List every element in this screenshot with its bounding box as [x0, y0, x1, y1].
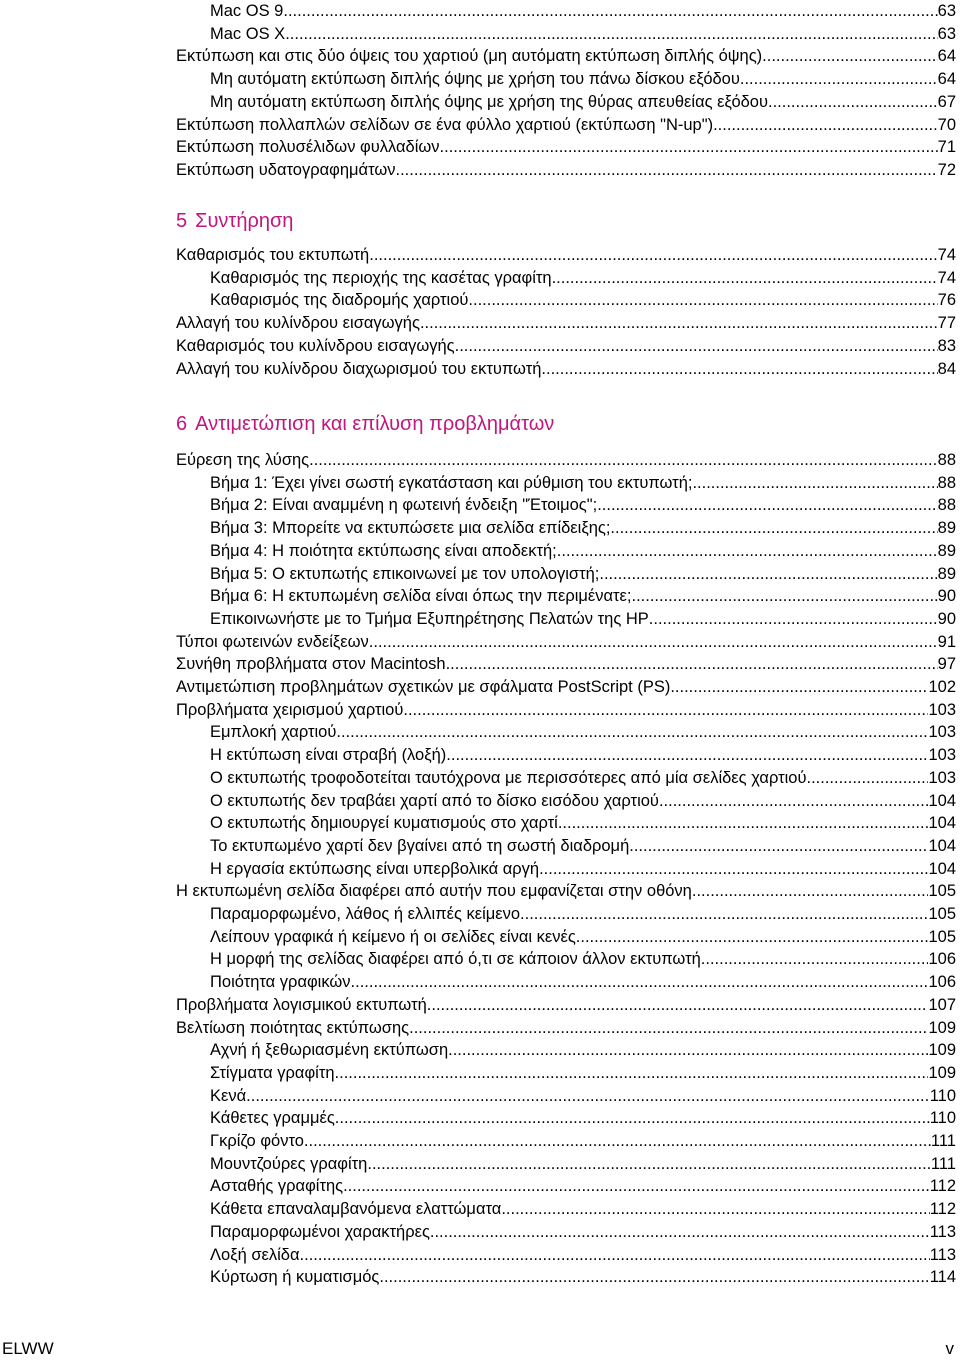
toc-entry[interactable] [210, 1062, 956, 1084]
toc-entry-title: Βελτίωση ποιότητας εκτύπωσης [176, 1018, 410, 1037]
chapter-title: Συντήρηση [195, 210, 294, 232]
toc-entry-page: 89 [937, 519, 956, 538]
toc-entry-page: 107 [928, 995, 956, 1014]
chapter-number: 6 [176, 413, 188, 435]
toc-entry[interactable] [176, 994, 956, 1016]
toc-entry-title: Κάθετα επαναλαμβανόμενα ελαττώματα [210, 1200, 502, 1219]
dot-leader [692, 880, 929, 902]
dot-leader [304, 1130, 931, 1152]
toc-entry[interactable] [210, 585, 956, 607]
dot-leader [670, 676, 928, 698]
toc-entry-page: 91 [937, 632, 956, 651]
toc-entry[interactable] [210, 1085, 956, 1107]
dot-leader [335, 1062, 929, 1084]
toc-entry[interactable] [210, 767, 956, 789]
toc-entry-title: Βήμα 5: Ο εκτυπωτής επικοινωνεί με τον υπολογιστή; [210, 564, 600, 583]
dot-leader [448, 1039, 928, 1061]
toc-entry-page: 109 [928, 1018, 956, 1037]
toc-entry-title: Ασταθής γραφίτης [210, 1177, 344, 1196]
dot-leader [335, 1107, 930, 1129]
toc-entry-page: 112 [929, 1200, 956, 1219]
toc-entry[interactable] [176, 699, 956, 721]
dot-leader [430, 1221, 930, 1243]
toc-entry-title: Συνήθη προβλήματα στον Macintosh [176, 655, 446, 674]
chapter-heading-6 [176, 411, 956, 437]
toc-entry-title: Αλλαγή του κυλίνδρου διαχωρισμού του εκτυπωτή [176, 359, 542, 378]
toc-entry-page: 103 [928, 700, 956, 719]
toc-entry-page: 71 [937, 138, 956, 157]
toc-entry[interactable] [210, 494, 956, 516]
toc-entry-title: Η εργασία εκτύπωσης είναι υπερβολικά αργή [210, 859, 540, 878]
toc-entry[interactable] [210, 721, 956, 743]
dot-leader [369, 631, 938, 653]
toc-entry-page: 64 [937, 47, 956, 66]
toc-entry-page: 105 [928, 927, 956, 946]
toc-entry-page: 109 [928, 1063, 956, 1082]
toc-entry-page: 90 [937, 609, 956, 628]
toc-entry-title: Βήμα 6: Η εκτυπωμένη σελίδα είναι όπως την περιμένατε; [210, 587, 632, 606]
toc-entry-page: 88 [937, 496, 956, 515]
dot-leader [705, 948, 928, 970]
toc-entry-title: Η εκτυπωμένη σελίδα διαφέρει από αυτήν που εμφανίζεται στην οθόνη [176, 882, 692, 901]
toc-entry-page: 105 [928, 882, 956, 901]
dot-leader [599, 563, 937, 585]
toc-entry-title: Εκτύπωση πολλαπλών σελίδων σε ένα φύλλο χαρτιού (εκτύπωση "N-up") [176, 115, 714, 134]
toc-entry-page: 84 [937, 359, 956, 378]
toc-entry-page: 83 [937, 336, 956, 355]
toc-entry-page: 104 [928, 814, 956, 833]
dot-leader [807, 767, 929, 789]
toc-entry-title: Αντιμετώπιση προβλημάτων σχετικών με σφάλματα PostScript (PS) [176, 678, 671, 696]
dot-leader [597, 494, 937, 516]
toc-entry-title: Βήμα 3: Μπορείτε να εκτυπώσετε μια σελίδα επίδειξης; [210, 519, 611, 538]
dot-leader [713, 114, 938, 136]
toc-entry[interactable] [176, 1017, 956, 1039]
toc-entry[interactable] [176, 449, 956, 471]
toc-entry-title: Εκτύπωση και στις δύο όψεις του χαρτιού (μη αυτόματη εκτύπωση διπλής όψης) [176, 47, 763, 66]
dot-leader [740, 68, 938, 90]
toc-entry-title: Παραμορφωμένοι χαρακτήρες [210, 1222, 430, 1241]
toc-entry[interactable] [176, 676, 956, 698]
toc-entry-title: Αχνή ή ξεθωριασμένη εκτύπωση [210, 1041, 449, 1060]
toc-entry[interactable] [210, 1175, 956, 1197]
toc-entry-title: Εύρεση της λύσης [176, 451, 310, 469]
toc-entry[interactable] [176, 114, 956, 136]
dot-leader [557, 540, 938, 562]
toc-entry-page: 111 [930, 1154, 956, 1173]
toc-entry-title: Ο εκτυπωτής τροφοδοτείται ταυτόχρονα με περισσότερες από μία σελίδες χαρτιού [210, 768, 807, 787]
toc-entry-page: 74 [937, 246, 956, 264]
dot-leader [541, 358, 937, 380]
dot-leader [501, 1198, 929, 1220]
chapter-number: 5 [176, 210, 188, 232]
dot-leader [427, 994, 929, 1016]
dot-leader [455, 335, 938, 357]
toc-entry-title: Μη αυτόματη εκτύπωση διπλής όψης με χρήση της θύρας απευθείας εξόδου [210, 92, 769, 111]
dot-leader [351, 971, 929, 993]
dot-leader [631, 585, 937, 607]
toc-entry[interactable] [210, 858, 956, 880]
toc-entry-page: 104 [928, 791, 956, 810]
toc-entry[interactable] [210, 91, 956, 113]
dot-leader [440, 136, 938, 158]
toc-entry-title: Επικοινωνήστε με το Τμήμα Εξυπηρέτησης Πελατών της HP [210, 609, 649, 628]
toc-entry-page: 76 [937, 291, 956, 310]
toc-entry-title: Mac OS 9 [210, 2, 284, 20]
toc-entry[interactable] [176, 244, 956, 266]
toc-entry-page: 77 [937, 314, 956, 333]
toc-entry-page: 97 [937, 655, 956, 674]
toc-entry-title: Βήμα 1: Έχει γίνει σωστή εγκατάσταση και ρύθμιση του εκτυπωτή; [210, 473, 693, 492]
dot-leader [446, 744, 928, 766]
toc-entry-page: 106 [928, 950, 956, 969]
dot-leader [580, 926, 928, 948]
toc-entry-page: 88 [937, 473, 956, 492]
toc-entry-page: 105 [928, 905, 956, 923]
toc-entry[interactable] [210, 68, 956, 90]
toc-entry-title: Το εκτυπωμένο χαρτί δεν βγαίνει από τη σωστή διαδρομή [210, 836, 630, 855]
toc-entry-page: 67 [937, 92, 956, 111]
toc-entry-page: 106 [928, 973, 956, 992]
toc-entry[interactable] [210, 812, 956, 834]
dot-leader [629, 835, 928, 857]
toc-entry-title: Τύποι φωτεινών ενδείξεων [176, 632, 369, 651]
toc-entry-title: Γκρίζο φόντο [210, 1132, 304, 1150]
dot-leader [558, 812, 929, 834]
toc-entry[interactable] [176, 631, 956, 653]
page-number: v [945, 1339, 954, 1358]
toc-entry-page: 103 [928, 768, 956, 787]
dot-leader [446, 653, 938, 675]
dot-leader [539, 858, 928, 880]
dot-leader [396, 159, 938, 181]
toc-entry-page: 89 [937, 541, 956, 560]
toc-entry-title: Κύρτωση ή κυματισμός [210, 1268, 380, 1287]
toc-entry[interactable] [210, 1244, 956, 1266]
chapter-heading-5 [176, 208, 956, 234]
dot-leader [403, 699, 928, 721]
toc-entry-title: Καθαρισμός του κυλίνδρου εισαγωγής [176, 336, 455, 355]
dot-leader [300, 1244, 930, 1266]
toc-entry[interactable] [210, 563, 956, 585]
toc-entry-title: Κενά [210, 1086, 247, 1105]
toc-entry-title: Καθαρισμός της περιοχής της κασέτας γραφίτη [210, 268, 552, 287]
dot-leader [659, 790, 929, 812]
toc-entry-title: Βήμα 2: Είναι αναμμένη η φωτεινή ένδειξη "Έτοιμος"; [210, 496, 598, 515]
toc-entry[interactable] [210, 517, 956, 539]
dot-leader [420, 312, 938, 334]
footer-label: ELWW [2, 1339, 54, 1358]
toc-entry[interactable] [210, 1153, 956, 1175]
toc-entry[interactable] [210, 903, 956, 925]
toc-entry-title: Μη αυτόματη εκτύπωση διπλής όψης με χρήση του πάνω δίσκου εξόδου [210, 70, 740, 89]
dot-leader [285, 23, 937, 45]
toc-entry-page: 74 [937, 268, 956, 287]
dot-leader [520, 903, 928, 925]
toc-entry-title: Εκτύπωση πολυσέλιδων φυλλαδίων [176, 138, 440, 157]
toc-entry-page: 110 [929, 1109, 956, 1128]
toc-entry[interactable] [176, 335, 956, 357]
toc-entry-page: 103 [928, 723, 956, 742]
dot-leader [649, 608, 938, 630]
toc-entry[interactable] [210, 948, 956, 970]
toc-entry[interactable] [210, 608, 956, 630]
toc-entry[interactable] [210, 1107, 956, 1129]
toc-entry-page: 70 [937, 115, 956, 134]
toc-entry-title: Λείπουν γραφικά ή κείμενο ή οι σελίδες είναι κενές. [210, 927, 581, 946]
toc-entry[interactable] [210, 790, 956, 812]
toc-entry[interactable] [210, 0, 956, 22]
toc-entry-page: 88 [937, 451, 956, 469]
dot-leader [283, 0, 937, 22]
dot-leader [552, 267, 938, 289]
toc-entry-page: 63 [937, 24, 956, 43]
dot-leader [692, 472, 937, 494]
toc-entry-title: Εκτύπωση υδατογραφημάτων [176, 160, 396, 179]
toc-entry-title: Προβλήματα χειρισμού χαρτιού [176, 700, 404, 719]
toc-entry-title: Προβλήματα λογισμικού εκτυπωτή [176, 995, 427, 1014]
toc-entry-page: 113 [929, 1245, 956, 1264]
toc-entry-title: Καθαρισμός της διαδρομής χαρτιού [210, 291, 469, 310]
toc-entry-page: 111 [930, 1132, 956, 1150]
toc-entry-title: Mac OS X [210, 24, 286, 43]
toc-entry[interactable] [176, 358, 956, 380]
dot-leader [369, 244, 937, 266]
toc-entry-title: Ο εκτυπωτής δεν τραβάει χαρτί από το δίσκο εισόδου χαρτιού [210, 791, 659, 810]
toc-entry-title: Μουντζούρες γραφίτη [210, 1154, 368, 1173]
toc-entry[interactable] [176, 312, 956, 334]
chapter-title: Αντιμετώπιση και επίλυση προβλημάτων [195, 413, 555, 435]
dot-leader [367, 1153, 931, 1175]
toc-entry[interactable] [210, 926, 956, 948]
toc-entry[interactable] [210, 835, 956, 857]
toc-entry-page: 114 [929, 1268, 956, 1287]
dot-leader [246, 1085, 930, 1107]
page-footer [0, 1339, 960, 1359]
toc-entry-title: Κάθετες γραμμές [210, 1109, 335, 1128]
dot-leader [610, 517, 937, 539]
toc-entry[interactable] [210, 1130, 956, 1152]
toc-entry-title: Καθαρισμός του εκτυπωτή [176, 246, 370, 264]
toc-entry[interactable] [176, 45, 956, 67]
toc-entry[interactable] [176, 653, 956, 675]
toc-entry-page: 112 [929, 1177, 956, 1196]
toc-entry[interactable] [210, 289, 956, 311]
toc-entry-page: 63 [937, 2, 956, 20]
toc-entry-page: 72 [937, 160, 956, 179]
toc-entry-page: 64 [937, 70, 956, 89]
toc-entry-page: 102 [928, 678, 956, 696]
toc-entry[interactable] [210, 23, 956, 45]
dot-leader [336, 721, 928, 743]
toc-entry-page: 109 [928, 1041, 956, 1060]
toc-entry-title: Στίγματα γραφίτη [210, 1063, 335, 1082]
toc-entry-title: Αλλαγή του κυλίνδρου εισαγωγής [176, 314, 420, 333]
toc-entry-page: 103 [928, 746, 956, 765]
toc-entry-page: 89 [937, 564, 956, 583]
toc-entry[interactable] [210, 971, 956, 993]
toc-entry-title: Εμπλοκή χαρτιού [210, 723, 337, 742]
toc-entry-title: Ο εκτυπωτής δημιουργεί κυματισμούς στο χαρτί [210, 814, 558, 833]
toc-entry[interactable] [176, 880, 956, 902]
toc-entry[interactable] [210, 1039, 956, 1061]
dot-leader [309, 449, 938, 471]
toc-entry[interactable] [210, 540, 956, 562]
toc-entry-page: 104 [928, 859, 956, 878]
dot-leader [768, 91, 938, 113]
toc-entry-page: 110 [929, 1086, 956, 1105]
toc-entry-page: 90 [937, 587, 956, 606]
toc-entry[interactable] [210, 744, 956, 766]
toc-entry[interactable] [176, 136, 956, 158]
toc-entry[interactable] [210, 1198, 956, 1220]
dot-leader [762, 45, 937, 67]
toc-entry-page: 104 [928, 836, 956, 855]
toc-entry[interactable] [210, 267, 956, 289]
toc-entry-title: Ποιότητα γραφικών [210, 973, 351, 992]
toc-entry-title: Παραμορφωμένο, λάθος ή ελλιπές κείμενο [210, 905, 521, 923]
dot-leader [343, 1175, 930, 1197]
toc-entry[interactable] [176, 159, 956, 181]
dot-leader [468, 289, 937, 311]
toc-entry[interactable] [210, 472, 956, 494]
dot-leader [409, 1017, 928, 1039]
dot-leader [379, 1266, 929, 1288]
toc-entry-title: Βήμα 4: Η ποιότητα εκτύπωσης είναι αποδεκτή; [210, 541, 557, 560]
toc-entry-title: Λοξή σελίδα [210, 1245, 300, 1264]
toc-entry-title: Η εκτύπωση είναι στραβή (λοξή) [210, 746, 447, 765]
toc-entry-page: 113 [929, 1222, 956, 1241]
toc-entry-title: Η μορφή της σελίδας διαφέρει από ό,τι σε κάποιον άλλον εκτυπωτή. [210, 950, 706, 969]
toc-entry[interactable] [210, 1221, 956, 1243]
toc-entry[interactable] [210, 1266, 956, 1288]
